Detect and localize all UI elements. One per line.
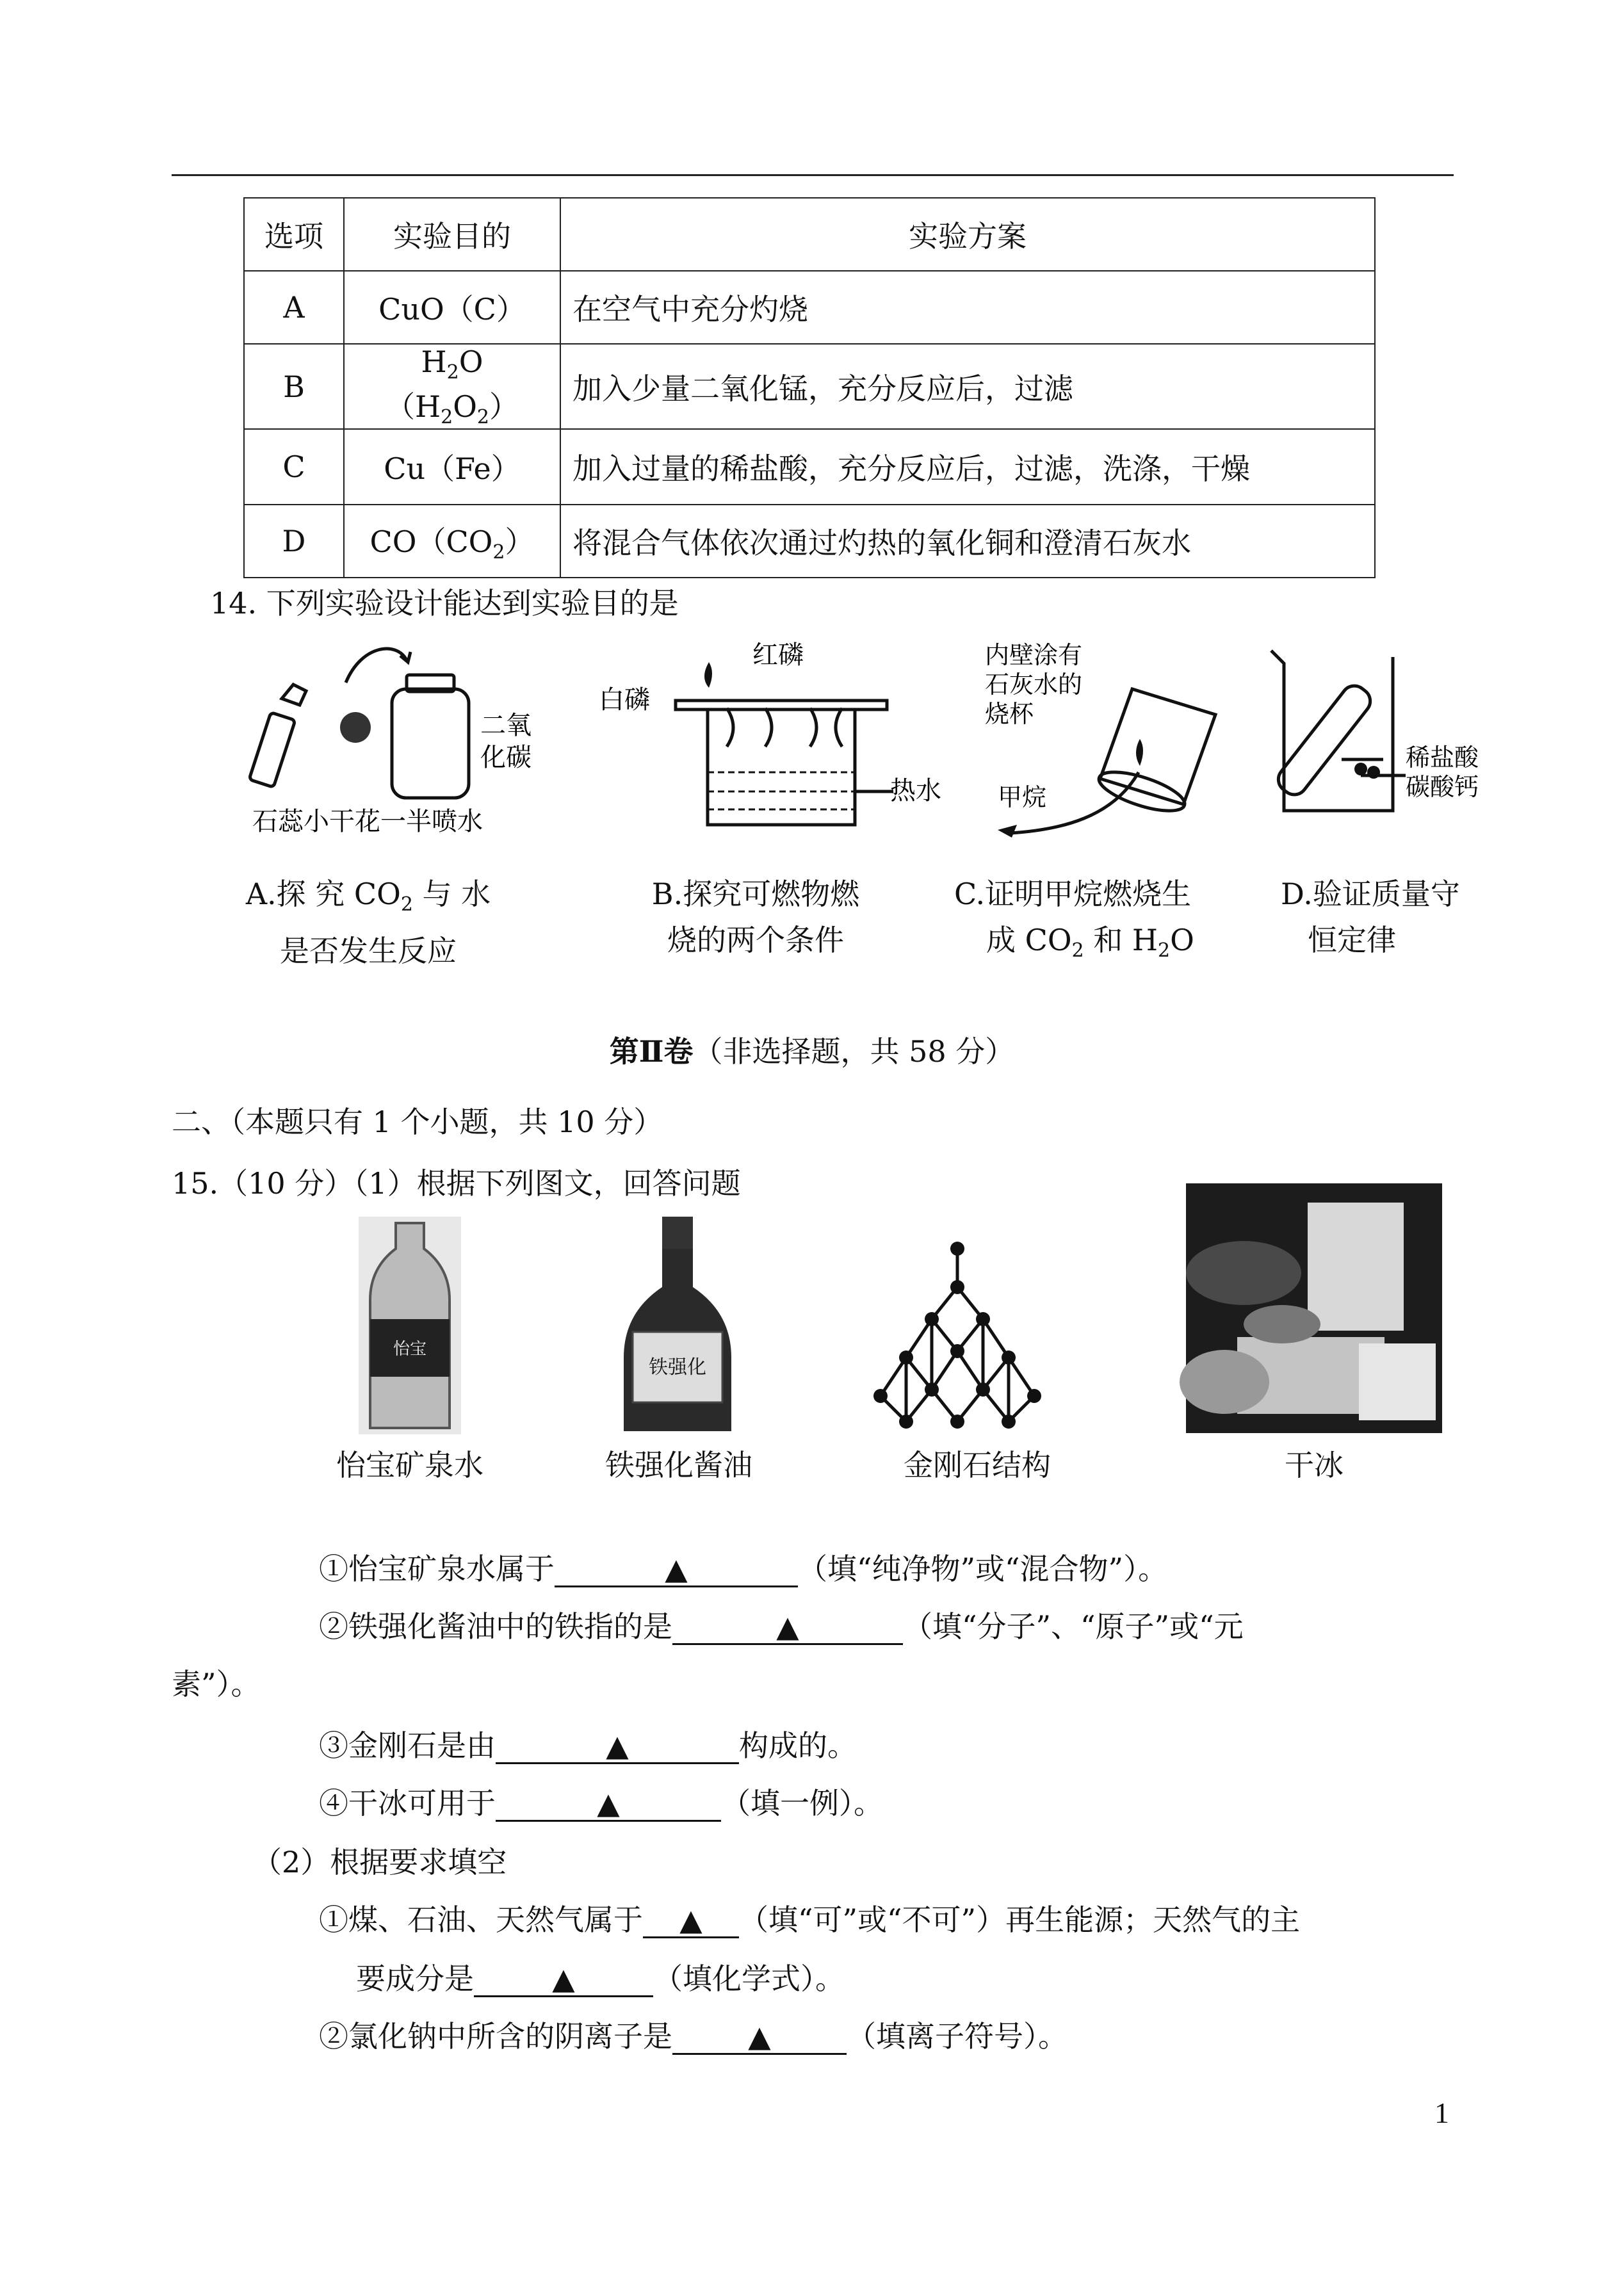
test-tube: [1273, 681, 1375, 800]
table-row: [244, 429, 1375, 505]
answer-blank-2[interactable]: ▲: [672, 1610, 903, 1645]
fig-c-label: 甲烷: [998, 783, 1047, 811]
fig-b-label: 白磷: [599, 685, 650, 715]
header-rule: [172, 174, 1454, 176]
fig-a-label: 化碳: [480, 743, 532, 772]
option-cell: C: [244, 429, 344, 505]
caption-water: 怡宝矿泉水: [336, 1448, 483, 1482]
answer-blank-4[interactable]: ▲: [496, 1787, 721, 1822]
plan-cell: 加入过量的稀盐酸，充分反应后，过滤，洗涤，干燥: [560, 429, 1375, 505]
fig-d-label: 稀盐酸: [1406, 743, 1479, 772]
item-1: ①怡宝矿泉水属于 ▲ （填“纯净物”或“混合物”）。: [319, 1552, 1168, 1586]
figure-c-methane: [972, 638, 1241, 843]
spray-bottle: [249, 713, 295, 788]
q14-stem: 14. 下列实验设计能达到实验目的是: [210, 586, 679, 620]
fig-c-label: 内壁涂有: [985, 641, 1083, 669]
soy-label: 铁强化: [649, 1356, 706, 1379]
table-header: 选项: [244, 198, 344, 271]
part-2-heading: （2）根据要求填空: [252, 1845, 507, 1879]
page-number: 1: [1434, 2096, 1449, 2129]
item-2-cont: 素”）。: [172, 1667, 261, 1701]
item-5: ①煤、石油、天然气属于 ▲ （填“可”或“不可”）再生能源；天然气的主: [319, 1902, 1301, 1937]
flame: [704, 662, 712, 688]
fig-c-label: 石灰水的: [985, 670, 1083, 699]
item-2: ②铁强化酱油中的铁指的是 ▲ （填“分子”、“原子”或“元: [319, 1609, 1244, 1644]
soy-sauce-photo: [620, 1217, 735, 1434]
goal-cell: $CO(CO_2)$: [344, 505, 560, 578]
option-d-caption: D.验证质量守 恒定律: [1281, 877, 1460, 957]
figure-b-combustion: [599, 638, 941, 843]
options-table: [243, 197, 1376, 578]
plan-cell: 在空气中充分灼烧: [560, 271, 1375, 344]
arrow-icon: [998, 825, 1017, 838]
answer-blank-3[interactable]: ▲: [496, 1729, 739, 1764]
caption-soy: 铁强化酱油: [605, 1448, 752, 1482]
answer-blank-6[interactable]: ▲: [474, 1962, 653, 1997]
q15-stem: 15.（10 分）（1）根据下列图文，回答问题: [172, 1166, 741, 1201]
caption-dry-ice: 干冰: [1285, 1448, 1344, 1482]
option-b-caption: B.探究可燃物燃 烧的两个条件: [651, 877, 860, 957]
figure-a-litmus-flower: [243, 638, 551, 843]
dry-ice-photo: [1186, 1183, 1442, 1433]
fig-d-label: 碳酸钙: [1406, 773, 1479, 801]
item-5-cont: 要成分是 ▲ （填化学式）。: [356, 1961, 845, 1996]
table-row: [244, 344, 1375, 429]
plan-cell: 将混合气体依次通过灼热的氧化铜和澄清石灰水: [560, 505, 1375, 578]
beaker: [708, 710, 855, 825]
fig-a-label: 二氧: [480, 711, 532, 740]
option-a-caption: A.探 究 $CO_2$ 与 水 是否发生反应: [245, 877, 491, 968]
fig-c-label: 烧杯: [985, 700, 1034, 728]
item-3: ③金刚石是由 ▲ 构成的。: [319, 1728, 857, 1763]
section-title: 第Ⅱ卷（非选择题，共 58 分）: [609, 1034, 1015, 1069]
table-row: [244, 271, 1375, 344]
part-two-heading: 二、（本题只有 1 个小题，共 10 分）: [172, 1105, 663, 1139]
option-c-caption: C.证明甲烷燃烧生 成 $CO_2$ 和 $H_2O$: [954, 877, 1194, 962]
inverted-beaker: [1100, 689, 1215, 804]
litmus-flower: [340, 712, 371, 743]
answer-blank-5[interactable]: ▲: [643, 1903, 739, 1938]
goal-cell: Cu（Fe）: [344, 429, 560, 505]
item-6: ②氯化钠中所含的阴离子是 ▲ （填离子符号）。: [319, 2019, 1068, 2054]
curved-arrow: [346, 649, 407, 683]
table-header: 实验方案: [560, 198, 1375, 271]
option-cell: A: [244, 271, 344, 344]
fig-a-caption: 石蕊小干花一半喷水: [252, 807, 483, 836]
co2-jar: [392, 689, 469, 798]
fig-b-label: 红磷: [752, 640, 804, 670]
beaker: [1271, 651, 1393, 811]
table-header: 实验目的: [344, 198, 560, 271]
answer-blank-1[interactable]: ▲: [555, 1552, 798, 1587]
answer-blank-7[interactable]: ▲: [672, 2020, 847, 2055]
table-row: [244, 505, 1375, 578]
item-4: ④干冰可用于 ▲ （填一例）。: [319, 1786, 883, 1821]
goal-cell: CuO（C）: [344, 271, 560, 344]
option-cell: D: [244, 505, 344, 578]
plan-cell: 加入少量二氧化锰，充分反应后，过滤: [560, 344, 1375, 429]
goal-cell: $H_2O(H_2O_2)$: [344, 344, 560, 429]
figure-d-mass-conservation: [1265, 638, 1521, 830]
fig-b-label: 热水: [890, 776, 941, 806]
water-bottle-photo: [359, 1217, 461, 1434]
option-cell: B: [244, 344, 344, 429]
caption-diamond: 金刚石结构: [904, 1448, 1051, 1482]
table-header-row: [244, 198, 1375, 271]
diamond-structure-diagram: [868, 1236, 1060, 1434]
bottle-label: 怡宝: [393, 1340, 427, 1359]
